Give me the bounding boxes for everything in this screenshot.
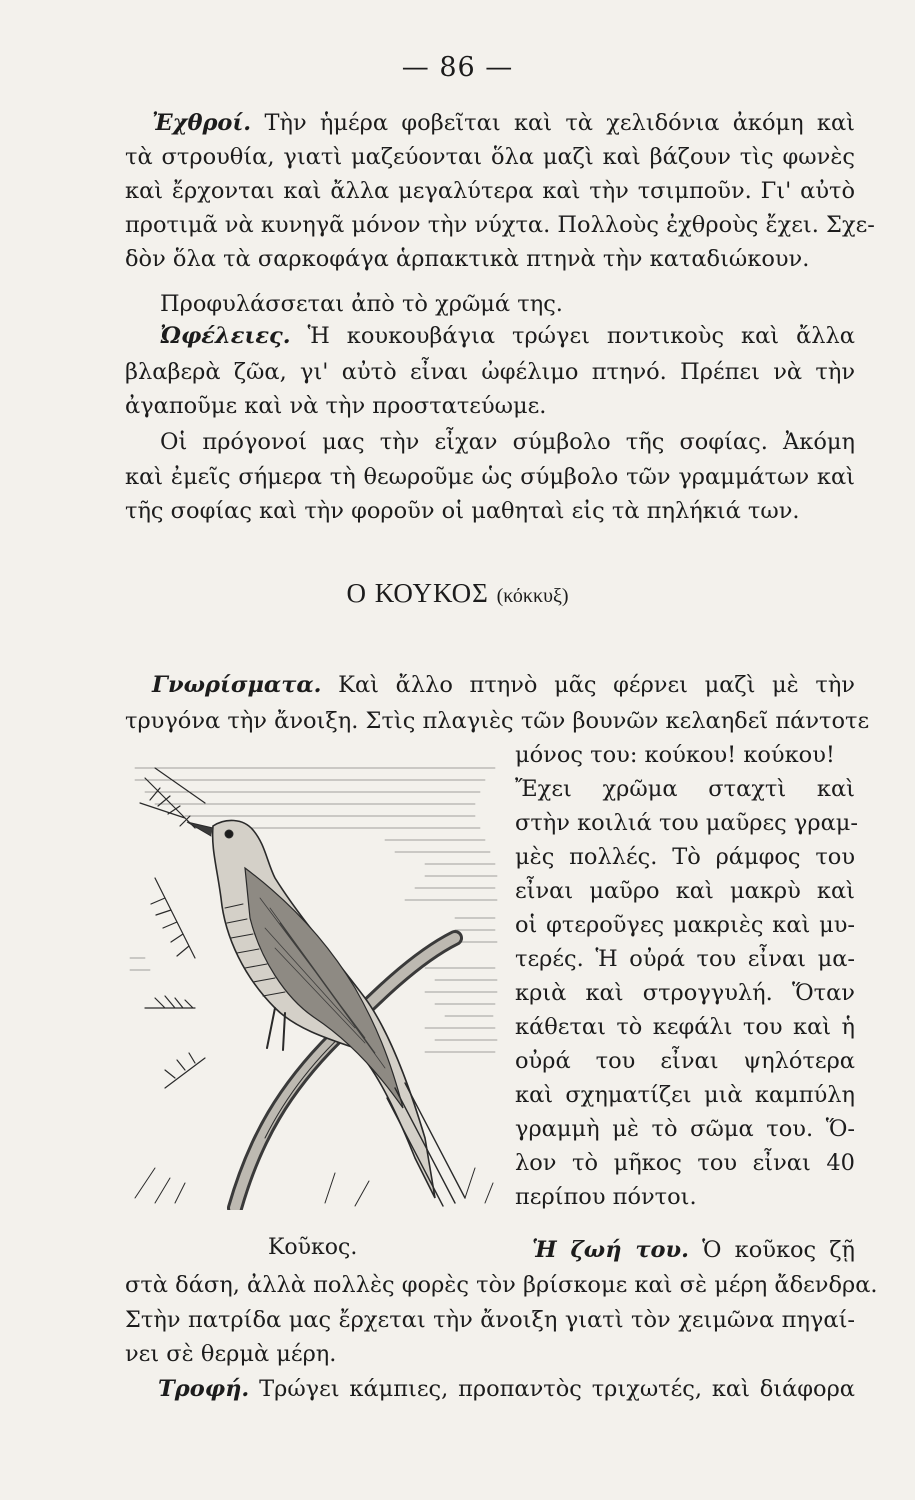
text-line: Τροφή. Τρώγει κάμπιες, προπαντὸς τριχωτές, καὶ διάφορα <box>158 1376 856 1402</box>
text-line: τῆς σοφίας καὶ τὴν φοροῦν οἱ μαθηταὶ εἰς τὰ πηλήκιά των. <box>125 498 800 524</box>
cuckoo-illustration <box>125 758 510 1210</box>
enemies-heading: Ἐχθροί. <box>152 110 252 136</box>
text-line: κάθεται τὸ κεφάλι του καὶ ἡ <box>515 1014 855 1040</box>
text-line: περίπου πόντοι. <box>515 1184 697 1210</box>
text-line: οὐρά του εἶναι ψηλότερα <box>515 1048 855 1074</box>
text-line: τρυγόνα τὴν ἄνοιξη. Στὶς πλαγιὲς τῶν βουνῶν κελαηδεῖ πάντοτε <box>125 708 870 734</box>
text-line: στὰ δάση, ἀλλὰ πολλὲς φορὲς τὸν βρίσκομε καὶ σὲ μέρη ἄδενδρα. <box>125 1272 878 1298</box>
section-title <box>0 578 915 609</box>
text-line: δὸν ὅλα τὰ σαρκοφάγα ἁρπακτικὰ πτηνὰ τὴν καταδιώκουν. <box>125 246 810 272</box>
text-line: Ἡ ζωή του. Ὁ κοῦκος ζῇ <box>532 1237 855 1263</box>
text-line: Οἱ πρόγονοί μας τὴν εἶχαν σύμβολο τῆς σοφίας. Ἀκόμη <box>160 429 855 455</box>
text-line: στὴν κοιλιά του μαῦρες γραμ- <box>515 810 859 836</box>
food-heading: Τροφή. <box>158 1376 250 1402</box>
section-title-latin: (κόκκυξ) <box>496 585 569 607</box>
page-number: — 86 — <box>401 52 514 83</box>
text-line: καὶ ἔρχονται καὶ ἄλλα μεγαλύτερα καὶ τὴν τσιμποῦν. Γι' αὐτὸ <box>125 178 855 204</box>
text-line: Ὠφέλειες. Ἡ κουκουβάγια τρώγει ποντικοὺς καὶ ἄλλα <box>160 323 855 349</box>
text-line: μόνος του: κούκου! κούκου! <box>515 742 835 768</box>
text-line: καὶ σχηματίζει μιὰ καμπύλη <box>515 1082 855 1108</box>
text-line: βλαβερὰ ζῶα, γι' αὐτὸ εἶναι ὠφέλιμο πτηνό. Πρέπει νὰ τὴν <box>125 359 855 385</box>
text-line: μὲς πολλές. Τὸ ράμφος του <box>515 844 855 870</box>
text-line: λον τὸ μῆκος του εἶναι 40 <box>515 1150 855 1176</box>
text-line: ἀγαποῦμε καὶ νὰ τὴν προστατεύωμε. <box>125 393 547 419</box>
text-line: Γνωρίσματα. Καὶ ἄλλο πτηνὸ μᾶς φέρνει μαζὶ μὲ τὴν <box>152 672 855 698</box>
text-line: Στὴν πατρίδα μας ἔρχεται τὴν ἄνοιξη γιατὶ τὸν χειμῶνα πηγαί- <box>125 1307 855 1333</box>
text-line: τὰ στρουθία, γιατὶ μαζεύονται ὅλα μαζὶ καὶ βάζουν τὶς φωνὲς <box>125 144 855 170</box>
text-line: Προφυλάσσεται ἀπὸ τὸ χρῶμά της. <box>160 291 563 317</box>
text-line: τερές. Ἡ οὐρά του εἶναι μα- <box>515 946 855 972</box>
section-title-text: Ο ΚΟΥΚΟΣ <box>346 578 489 608</box>
text-line: Ἐχθροί. Τὴν ἡμέρα φοβεῖται καὶ τὰ χελιδόνια ἀκόμη καὶ <box>152 110 856 136</box>
text-line: προτιμᾶ νὰ κυνηγᾶ μόνον τὴν νύχτα. Πολλοὺς ἐχθροὺς ἔχει. Σχε- <box>125 212 875 238</box>
features-heading: Γνωρίσματα. <box>152 672 322 698</box>
text-line: νει σὲ θερμὰ μέρη. <box>125 1341 337 1367</box>
text-line: οἱ φτεροῦγες μακριὲς καὶ μυ- <box>515 912 855 938</box>
text-line: καὶ ἐμεῖς σήμερα τὴ θεωροῦμε ὡς σύμβολο τῶν γραμμάτων καὶ <box>125 464 855 490</box>
text-line: κριὰ καὶ στρογγυλή. Ὅταν <box>515 980 855 1006</box>
text-line: γραμμὴ μὲ τὸ σῶμα του. Ὅ- <box>515 1116 855 1142</box>
benefits-heading: Ὠφέλειες. <box>160 323 291 349</box>
text-line: Ἔχει χρῶμα σταχτὶ καὶ <box>515 776 855 802</box>
text-line: εἶναι μαῦρο καὶ μακρὺ καὶ <box>515 878 855 904</box>
illustration-caption: Κοῦκος. <box>268 1235 358 1260</box>
life-heading: Ἡ ζωή του. <box>532 1237 689 1263</box>
